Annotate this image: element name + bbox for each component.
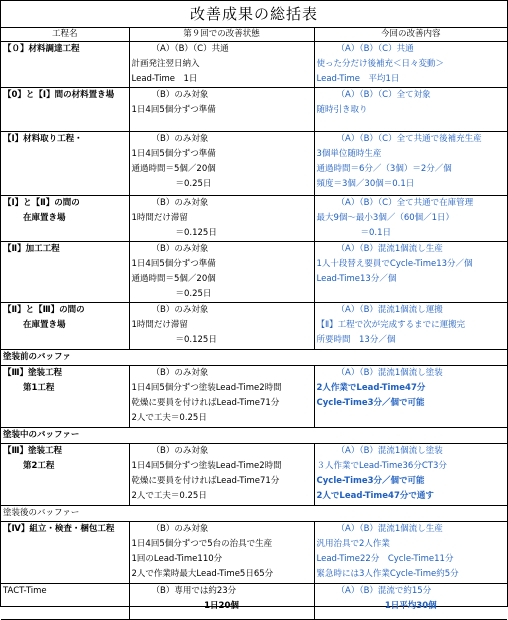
current-improvement: （A）（B）（C）共通 使った分だけ後補充＜日々変動＞ Lead-Time 平均1日 bbox=[314, 42, 507, 88]
ninth-state: （B）専用では約23分 1日20個 bbox=[129, 584, 314, 620]
ninth-state: （B）のみ対象 1日4回5個分ずつ塗装Lead-Time2時間 乾燥に要員を付ければLead-Time71分 2人で工夫＝0.25日 bbox=[129, 366, 314, 428]
ninth-state: （B）のみ対象 1日4回5個分ずつ準備 通過時間＝5個／20個 ＝0.25日 bbox=[129, 132, 314, 196]
table-row bbox=[1, 303, 507, 350]
section-label: 塗装後のバッファー bbox=[1, 506, 507, 522]
table-row bbox=[1, 522, 507, 584]
section-row bbox=[1, 350, 507, 366]
table-row bbox=[1, 444, 507, 506]
table-row bbox=[1, 88, 507, 132]
ninth-state: （A）（B）（C）共通 計画発注翌日納入 Lead-Time 1日 bbox=[129, 42, 314, 88]
process-name: 【Ⅱ】加工工程 bbox=[1, 242, 129, 303]
header-process: 工程名 bbox=[1, 28, 129, 42]
current-improvement: （A）（B）混流1個流し塗装 2人作業でLead-Time47分 Cycle-Time3分／個で可能 bbox=[314, 366, 507, 428]
header-row bbox=[1, 28, 507, 42]
process-name: 【Ⅰ】と【Ⅱ】の間の 在庫置き場 bbox=[1, 196, 129, 242]
ninth-state: （B）のみ対象 1時間だけ滞留 ＝0.125日 bbox=[129, 303, 314, 350]
current-improvement: （A）（B）混流1個流し塗装 ３人作業でLead-Time36分CT3分 Cycle-Time3分／個で可能 2人でLead-Time47分で通す bbox=[314, 444, 507, 506]
ninth-state: （B）のみ対象 1日4回5個分ずつ準備 通過時間＝5個／20個 ＝0.25日 bbox=[129, 242, 314, 303]
process-name: TACT-Time bbox=[1, 584, 129, 620]
ninth-state: （B）のみ対象 1日4回5個分ずつ塗装Lead-Time2時間 乾燥に要員を付ければLead-Time71分 2人で工夫＝0.25日 bbox=[129, 444, 314, 506]
process-name: 【Ⅳ】組立・検査・梱包工程 bbox=[1, 522, 129, 584]
table-row bbox=[1, 366, 507, 428]
process-name: 【Ⅰ】材料取り工程・ bbox=[1, 132, 129, 196]
section-label: 塗装中のバッファー bbox=[1, 428, 507, 444]
table-row bbox=[1, 584, 507, 620]
current-improvement: （A）（B）（C）全て対象 随時引き取り bbox=[314, 88, 507, 132]
table-row bbox=[1, 132, 507, 196]
section-row bbox=[1, 506, 507, 522]
process-name: 【Ⅲ】塗装工程 第2工程 bbox=[1, 444, 129, 506]
current-improvement: （A）（B）（C）全て共通で在庫管理 最大9個〜最小3個／（60個／1日） ＝0.1日 bbox=[314, 196, 507, 242]
section-label: 塗装前のバッファ bbox=[1, 350, 507, 366]
process-name: 【０】材料調達工程 bbox=[1, 42, 129, 88]
ninth-state: （B）のみ対象 1日4回5個分ずつで5台の治具で生産 1回のLead-Time110分 2人で作業時最大Lead-Time5日65分 bbox=[129, 522, 314, 584]
section-row bbox=[1, 428, 507, 444]
process-name: 【Ⅱ】と【Ⅲ】の間の 在庫置き場 bbox=[1, 303, 129, 350]
ninth-state: （B）のみ対象 1日4回5個分ずつ準備 bbox=[129, 88, 314, 132]
ninth-state: （B）のみ対象 1時間だけ滞留 ＝0.125日 bbox=[129, 196, 314, 242]
header-current: 今回の改善内容 bbox=[314, 28, 507, 42]
table-row bbox=[1, 196, 507, 242]
table-row bbox=[1, 242, 507, 303]
page-title: 改善成果の総括表 bbox=[1, 1, 507, 28]
current-improvement: （A）（B）（C）全て共通で後補充生産 3個単位随時生産 通過時間＝6分／（3個）＝2分／個 頻度＝3個／30個＝0.1日 bbox=[314, 132, 507, 196]
process-name: 【0】と【Ⅰ】間の材料置き場 bbox=[1, 88, 129, 132]
current-improvement: （A）（B）混流で約15分 1日平均30個 bbox=[314, 584, 507, 620]
header-ninth: 第９回での改善状態 bbox=[129, 28, 314, 42]
current-improvement: （A）（B）混流1個流し運搬 【Ⅱ】工程で次が完成するまでに運搬完 所要時間 13分／個 bbox=[314, 303, 507, 350]
table-row bbox=[1, 42, 507, 88]
summary-table bbox=[1, 28, 507, 620]
process-name: 【Ⅲ】塗装工程 第1工程 bbox=[1, 366, 129, 428]
current-improvement: （A）（B）混流1個流し生産 汎用治具で2人作業 Lead-Time22分 Cycle-Time11分 緊急時には3人作業Cycle-Time約5分 bbox=[314, 522, 507, 584]
current-improvement: （A）（B）混流1個流し生産 1人十段替え要員でCycle-Time13分／個 Lead-Time13分／個 bbox=[314, 242, 507, 303]
